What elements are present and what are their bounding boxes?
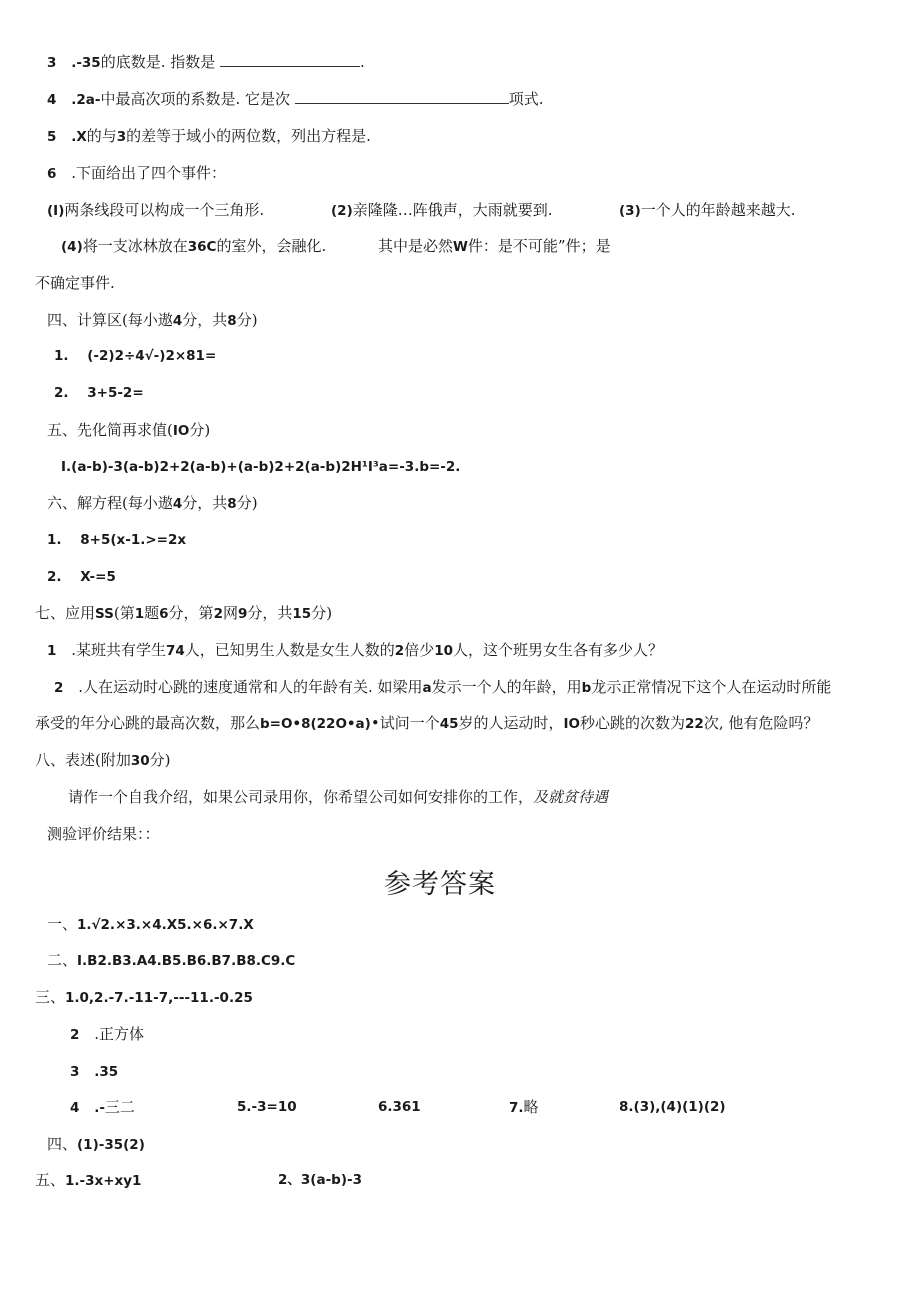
problem-number: 2 (54, 680, 64, 696)
answer-3-2 (70, 1024, 144, 1045)
heading-text: 七、应用 (35, 604, 96, 622)
problem-text: 岁的人运动时， (458, 714, 564, 732)
section-4-heading (47, 310, 258, 331)
heading-text: 五、先化简再求值( (47, 421, 173, 439)
section-4-problem-2 (54, 383, 144, 403)
expression: .2a- (71, 92, 101, 108)
expression: .-35 (71, 55, 101, 71)
answer-label: 四、 (47, 1135, 78, 1153)
variable: b (581, 680, 592, 696)
event-text: 两条线段可以构成一个三角形. (64, 201, 265, 219)
answer-number: 4 (70, 1100, 80, 1116)
heading-text: 分) (149, 751, 171, 769)
number: 74 (165, 643, 185, 659)
answer-text: .35 (94, 1064, 119, 1080)
event-3 (619, 200, 796, 221)
heading-text: 分) (236, 311, 258, 329)
expression: (-2)2÷4√-)2×81= (87, 348, 217, 364)
answer-4 (47, 1134, 145, 1155)
answer-3-3 (70, 1061, 118, 1082)
section-7-problem-2 (54, 677, 831, 698)
question-number: 6 (47, 166, 57, 182)
question-number: 5 (47, 129, 57, 145)
section-7-problem-2-continued (35, 713, 818, 734)
heading-text: (第 (113, 604, 135, 622)
answer-text: 1.-3x+xy1 (65, 1173, 142, 1189)
summary-letter: W (453, 239, 468, 255)
section-7-heading (35, 603, 332, 624)
question-3 (47, 52, 365, 73)
answer-3-7 (509, 1097, 539, 1118)
event-2 (331, 200, 553, 221)
answer-label: 二、 (47, 951, 78, 969)
heading-text: 八、表述(附加 (35, 751, 131, 769)
event-text: 将一支冰林放在 (82, 237, 188, 255)
formula: b=O•8(22O•a) (260, 716, 371, 732)
answer-3-6: 6.361 (378, 1099, 421, 1115)
problem-number: 2. (54, 385, 69, 401)
answer-3 (35, 987, 253, 1008)
summary-text: 件：是不可能”件；是 (467, 237, 611, 255)
number: 1 (134, 606, 145, 622)
answer-3-4 (70, 1097, 135, 1118)
question-text: .下面给出了四个事件： (71, 164, 226, 182)
heading-text: 六、解方程(每小遨 (47, 494, 173, 512)
answer-key-title: 参考答案 (384, 869, 496, 900)
prompt-text: 请作一个自我介绍，如果公司录用你，你希望公司如何安排你的工作， (68, 788, 534, 806)
evaluation-result-label: 测验评价结果：： (47, 825, 160, 843)
event-number: (2) (331, 203, 353, 219)
answer-text: .- (94, 1100, 105, 1116)
answer-2 (47, 950, 295, 971)
section-4-problem-1 (54, 346, 216, 366)
event-number: (I) (47, 203, 65, 219)
expression: 3+5-2= (87, 385, 144, 401)
problem-text: •试问一个 (370, 714, 440, 732)
number: 10 (434, 643, 453, 659)
problem-text: .某班共有学生 (71, 641, 166, 659)
question-4 (47, 89, 544, 110)
section-6-heading (47, 493, 258, 514)
answer-text: I.B2.B3.A4.B5.B6.B7.B8.C9.C (77, 953, 296, 969)
question-number: 3 (47, 55, 57, 71)
answer-label: 三、 (35, 988, 66, 1006)
question-text: 的与 (86, 127, 117, 145)
equation: X-=5 (80, 569, 116, 585)
heading-text: 分，第 (168, 604, 214, 622)
answer-text: 三二 (104, 1098, 135, 1116)
heading-text: 分，共 (182, 311, 228, 329)
problem-text: 倍少 (404, 641, 435, 659)
section-6-problem-1 (47, 530, 186, 550)
heading-letters: SS (95, 606, 114, 622)
question-5 (47, 126, 371, 147)
section-5-heading (47, 420, 210, 441)
problem-text: 次, 他有危险吗？ (703, 714, 819, 732)
question-number: 4 (47, 92, 57, 108)
temperature: 36C (187, 239, 217, 255)
event-number: (3) (619, 203, 641, 219)
event-1 (47, 200, 264, 221)
answer-text: 略 (523, 1098, 539, 1116)
heading-text: 分) (311, 604, 333, 622)
answer-label: 一、 (47, 915, 78, 933)
number: IO (172, 423, 190, 439)
event-text: 亲隆隆…阵俄声，大雨就要到. (352, 201, 553, 219)
event-text: 的室外，会融化. (216, 237, 327, 255)
number: 4 (172, 496, 183, 512)
question-text: 的底数是. 指数是 (100, 53, 216, 71)
number: IO (563, 716, 581, 732)
problem-number: 1 (47, 643, 57, 659)
answer-3-8: 8.(3),(4)(1)(2) (619, 1099, 726, 1115)
problem-text: 承受的年分心跳的最高次数，那么 (35, 714, 261, 732)
question-text: 的差等于域小的两位数，列出方程是. (126, 127, 371, 145)
number: 6 (159, 606, 169, 622)
answer-3-5: 5.-3=10 (237, 1099, 297, 1115)
answer-text: .正方体 (94, 1025, 144, 1043)
answer-blank[interactable] (220, 52, 360, 67)
number: 8 (227, 313, 237, 329)
section-8-heading (35, 750, 171, 771)
number: 22 (685, 716, 704, 732)
number: 4 (172, 313, 183, 329)
problem-number: 1. (54, 348, 69, 364)
problem-number: 2. (47, 569, 62, 585)
problem-text: 人，这个班男女生各有多少人？ (453, 641, 664, 659)
problem-text: 龙示正常情况下这个人在运动时所能 (591, 678, 832, 696)
answer-1 (47, 914, 254, 935)
problem-text: 人，已知男生人数是女生人数的 (184, 641, 395, 659)
answer-5-2: 2、3(a-b)-3 (278, 1172, 362, 1188)
heading-text: 四、计算区(每小遨 (47, 311, 173, 329)
answer-number: 2 (70, 1027, 80, 1043)
heading-text: 分) (236, 494, 258, 512)
heading-text: 分，共 (182, 494, 228, 512)
section-7-problem-1 (47, 640, 663, 661)
section-5-problem-1: I.(a-b)-3(a-b)2+2(a-b)+(a-b)2+2(a-b)2H¹I³a=-3.b=-2. (61, 459, 461, 475)
answer-5 (35, 1170, 141, 1191)
event-summary (378, 236, 611, 257)
event-number: (4) (61, 239, 83, 255)
question-6 (47, 163, 226, 184)
number: 3 (116, 129, 127, 145)
number: 45 (439, 716, 459, 732)
heading-text: 网 (222, 604, 238, 622)
number: 15 (292, 606, 312, 622)
prompt-text-italic: 及就贫待遇 (533, 788, 609, 806)
problem-text: 秒心跳的次数为 (580, 714, 686, 732)
event-text: 一个人的年龄越来越大. (640, 201, 796, 219)
heading-text: 题 (144, 604, 160, 622)
number: 2 (213, 606, 223, 622)
problem-text: .人在运动时心跳的速度通常和人的年龄有关. 如梁用 (78, 678, 423, 696)
problem-text: 发示一个人的年龄，用 (431, 678, 582, 696)
event-summary-continued: 不确定事件. (35, 274, 115, 292)
period: . (360, 53, 365, 71)
event-4 (61, 236, 326, 257)
number: 9 (237, 606, 248, 622)
answer-number: 3 (70, 1064, 80, 1080)
answer-text: 1.0,2.-7.-11-7,---11.-0.25 (65, 990, 253, 1006)
answer-text: (1)-35(2) (77, 1137, 145, 1153)
section-6-problem-2 (47, 567, 116, 587)
answer-label: 五、 (35, 1171, 66, 1189)
heading-text: 分，共 (247, 604, 293, 622)
question-text-end: 项式. (508, 90, 544, 108)
equation: 8+5(x-1.>=2x (80, 532, 187, 548)
variable: a (422, 680, 432, 696)
variable: .X (71, 129, 87, 145)
heading-text: 分) (189, 421, 211, 439)
summary-text: 其中是必然 (378, 237, 454, 255)
answer-blank[interactable] (295, 89, 509, 104)
number: 30 (130, 753, 150, 769)
section-8-prompt (68, 787, 608, 807)
problem-number: 1. (47, 532, 62, 548)
answer-text: 1.√2.×3.×4.X5.×6.×7.X (77, 917, 254, 933)
number: 8 (227, 496, 237, 512)
number: 2 (394, 643, 405, 659)
answer-number: 7. (509, 1100, 524, 1116)
question-text: 中最高次项的系数是. 它是次 (100, 90, 290, 108)
